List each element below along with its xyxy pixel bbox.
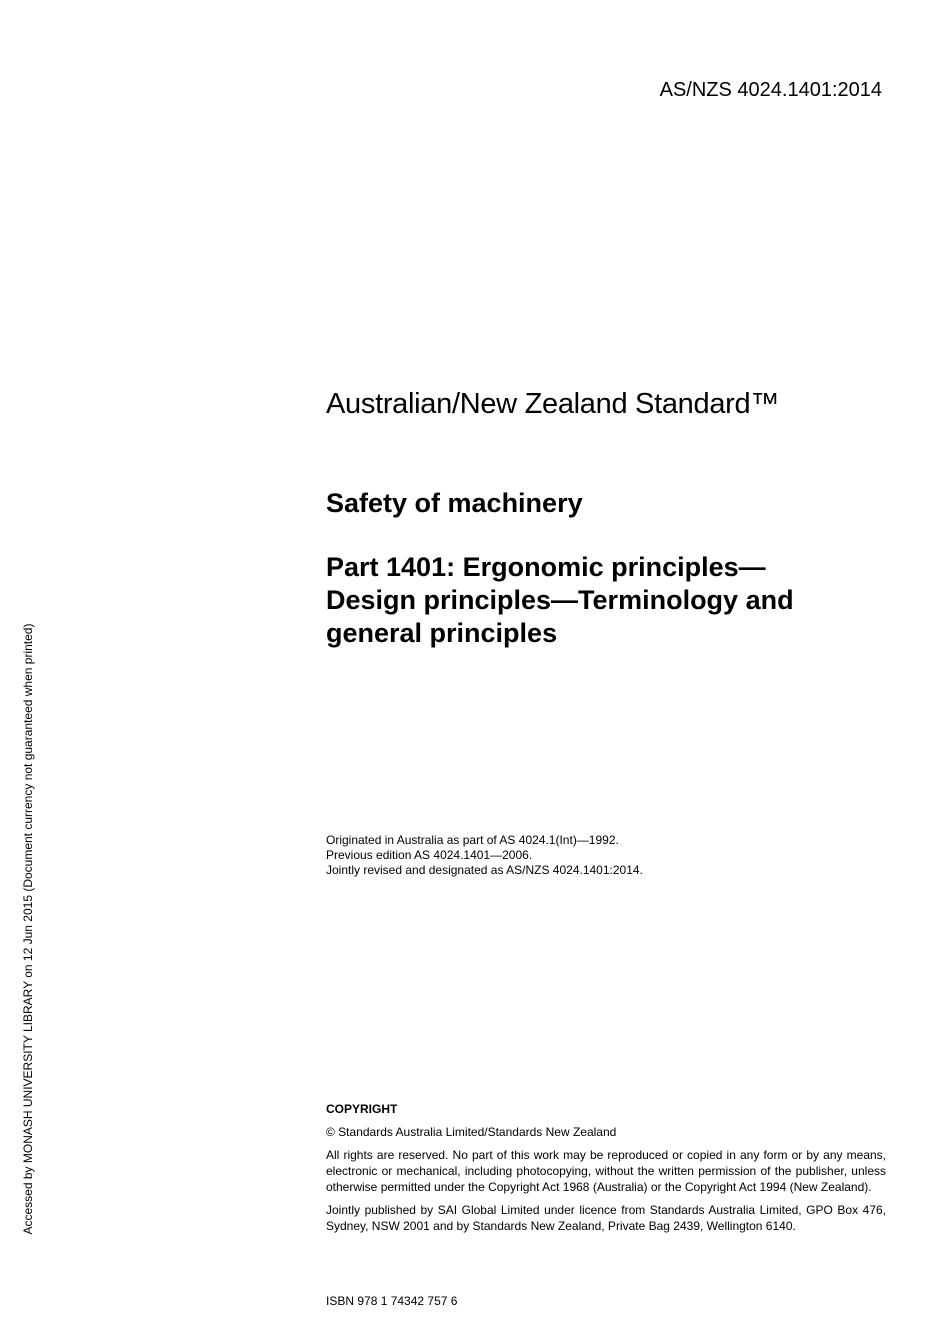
isbn: ISBN 978 1 74342 757 6 <box>326 1294 458 1308</box>
copyright-heading: COPYRIGHT <box>326 1102 398 1116</box>
copyright-block <box>326 1101 886 1241</box>
history-line: Jointly revised and designated as AS/NZS 4024.1401:2014. <box>326 863 643 877</box>
standard-series-title: Australian/New Zealand Standard™ <box>326 388 780 420</box>
standard-designation: AS/NZS 4024.1401:2014 <box>659 79 882 101</box>
publication-history <box>326 833 643 878</box>
document-title: Safety of machinery <box>326 488 583 518</box>
copyright-rights: All rights are reserved. No part of this work may be reproduced or copied in any form or by any means, electronic or mechanical, including photocopying, without the written permission of the publisher, unless otherwise permitted under the Copyright Act 1968 (Australia) or the Copyright Act 1994 (New Zealand). <box>326 1148 886 1194</box>
part-title-line: Design principles—Terminology and <box>326 585 794 615</box>
part-title-line: Part 1401: Ergonomic principles— <box>326 552 766 582</box>
part-title <box>326 551 886 650</box>
access-watermark: Accessed by MONASH UNIVERSITY LIBRARY on 12 Jun 2015 (Document currency not guaranteed when printed) <box>21 623 35 1235</box>
copyright-owner: © Standards Australia Limited/Standards New Zealand <box>326 1125 617 1139</box>
part-title-line: general principles <box>326 618 558 648</box>
copyright-publisher: Jointly published by SAI Global Limited under licence from Standards Australia Limited, GPO Box 476, Sydney, NSW 2001 and by Standards New Zealand, Private Bag 2439, Wellington 6140. <box>326 1203 886 1233</box>
history-line: Previous edition AS 4024.1401—2006. <box>326 848 533 862</box>
history-line: Originated in Australia as part of AS 4024.1(Int)—1992. <box>326 833 619 847</box>
